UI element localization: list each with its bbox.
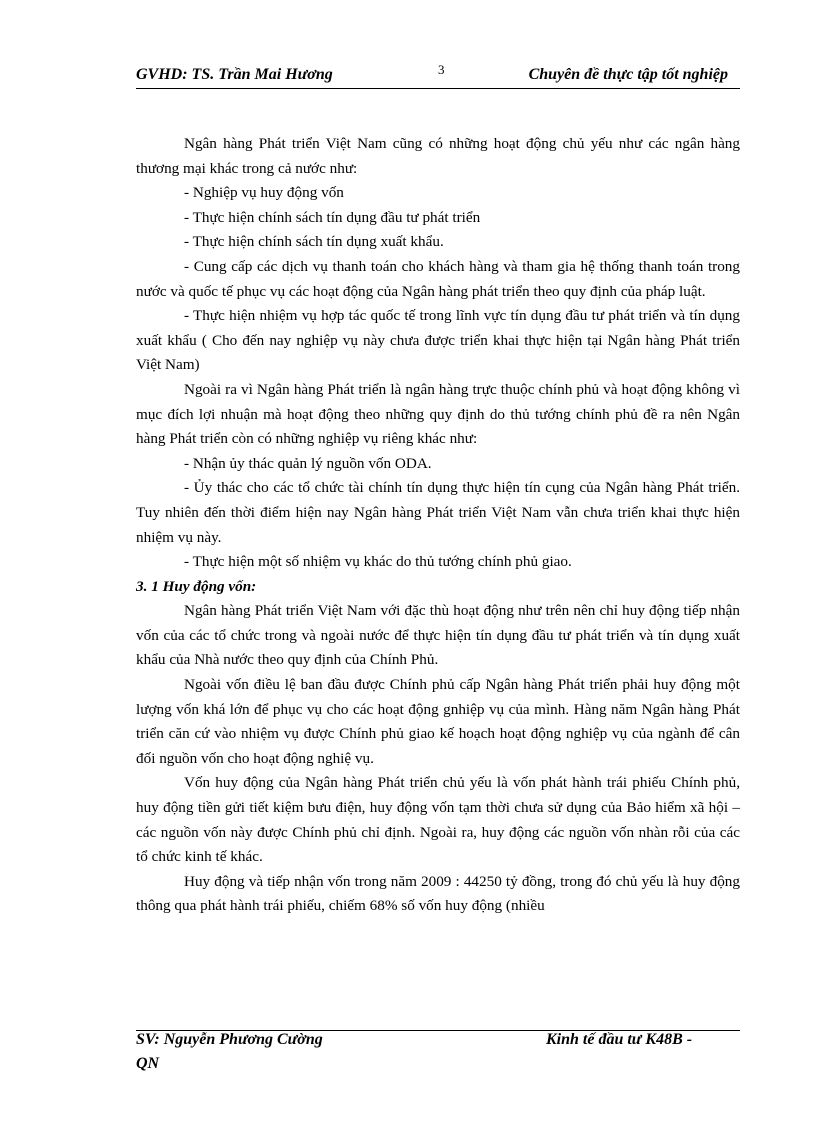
supervisor-name: GVHD: TS. Trần Mai Hương [136, 66, 333, 83]
list-item: - Ủy thác cho các tổ chức tài chính tín dụng thực hiện tín cụng của Ngân hàng Phát triển. Tuy nhiên đến thời điểm hiện nay Ngân hàng Phát triển Việt Nam vẫn chưa triển khai thực hiện nhiệm vụ này. [136, 479, 740, 546]
section-heading: 3. 1 Huy động vốn: [136, 577, 257, 595]
student-name: SV: Nguyễn Phương Cường [136, 1031, 323, 1048]
course-name: Kinh tế đầu tư K48B - [546, 1031, 693, 1048]
course-name-continued: QN [136, 1055, 160, 1072]
report-title: Chuyên đề thực tập tốt nghiệp [528, 66, 728, 83]
list-item: - Thực hiện chính sách tín dụng đầu tư phát triển [184, 208, 481, 226]
list-item: - Thực hiện một số nhiệm vụ khác do thủ tướng chính phủ giao. [184, 553, 572, 571]
list-item: - Nhận ủy thác quản lý nguồn vốn ODA. [184, 454, 432, 472]
list-item: - Cung cấp các dịch vụ thanh toán cho khách hàng và tham gia hệ thống thanh toán trong nước và quốc tế phục vụ các hoạt động của Ngân hàng phát triển theo quy định của pháp luật. [136, 257, 740, 300]
document-body [136, 132, 740, 919]
paragraph: Ngân hàng Phát triển Việt Nam cũng có những hoạt động chủ yếu như các ngân hàng thương mại khác trong cả nước như: [136, 135, 740, 177]
paragraph: Ngoài ra vì Ngân hàng Phát triển là ngân hàng trực thuộc chính phủ và hoạt động không vì mục đích lợi nhuận mà hoạt động theo những quy định do thủ tướng chính phủ đề ra nên Ngân hàng Phát triển còn có những nghiệp vụ riêng khác như: [136, 380, 740, 448]
paragraph: Ngoài vốn điều lệ ban đầu được Chính phủ cấp Ngân hàng Phát triển phải huy động một lượng vốn khá lớn để phục vụ cho các hoạt động gnhiệp vụ của mình. Hàng năm Ngân hàng Phát triển căn cứ vào nhiệm vụ được Chính phủ giao kế hoạch hoạt động nghiệp vụ của ngành để cân đối nguồn vốn cho hoạt động nghiệ vụ. [136, 676, 740, 767]
paragraph: Ngân hàng Phát triển Việt Nam với đặc thù hoạt động như trên nên chỉ huy động tiếp nhận vốn của các tổ chức trong và ngoài nước để thực hiện tín dụng đầu tư phát triển và tín dụng xuất khẩu của Nhà nước theo quy định của Chính Phủ. [136, 602, 740, 669]
paragraph: Vốn huy động của Ngân hàng Phát triển chủ yếu là vốn phát hành trái phiếu Chính phủ, huy động tiền gửi tiết kiệm bưu điện, huy động vốn tạm thời chưa sử dụng của Bảo hiểm xã hội – các nguồn vốn này được Chính phủ chỉ định. Ngoài ra, huy động các nguồn vốn nhàn rỗi của các tổ chức kinh tế khác. [136, 774, 740, 866]
page-footer [136, 1030, 740, 1072]
page-number: 3 [438, 62, 445, 77]
list-item: - Nghiệp vụ huy động vốn [184, 184, 344, 202]
list-item: - Thực hiện chính sách tín dụng xuất khẩu. [184, 233, 444, 251]
paragraph: Huy động và tiếp nhận vốn trong năm 2009 : 44250 tỷ đồng, trong đó chủ yếu là huy động thông qua phát hành trái phiếu, chiếm 68% số vốn huy động (nhiều [136, 872, 740, 915]
page-header [136, 62, 740, 89]
list-item: - Thực hiện nhiệm vụ hợp tác quốc tế trong lĩnh vực tín dụng đầu tư phát triển và tín dụng xuất khẩu ( Cho đến nay nghiệp vụ này chưa được triển khai thực hiện tại Ngân hàng Phát triển Việt Nam) [136, 307, 740, 374]
